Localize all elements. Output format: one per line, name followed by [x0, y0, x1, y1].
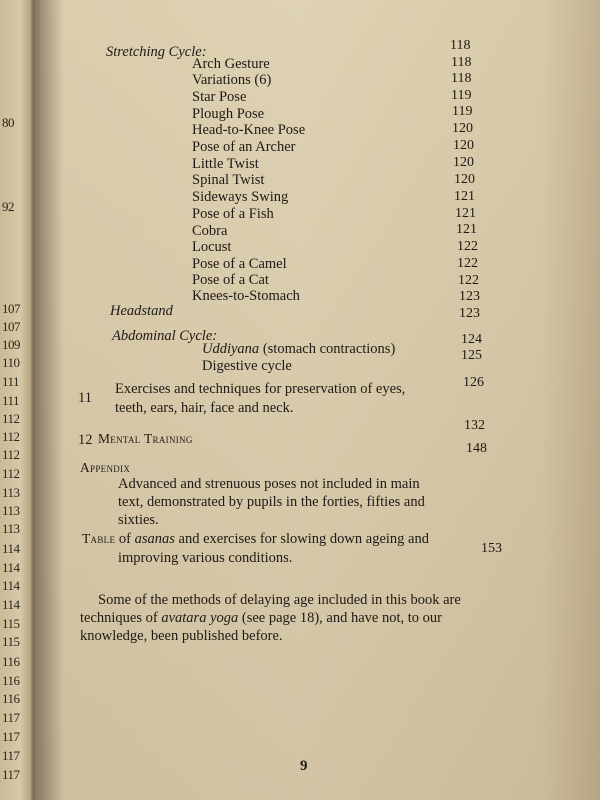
left-page-number: 114	[2, 578, 20, 593]
note-line3: knowledge, been published before.	[80, 628, 283, 644]
appendix-title: Appendix	[80, 460, 131, 475]
page-ref: 118	[450, 38, 471, 53]
page-ref: 125	[461, 348, 482, 363]
page-ref: 121	[456, 222, 477, 237]
page-ref: 123	[459, 306, 480, 321]
toc-entry: Head-to-Knee Pose	[192, 122, 306, 138]
page-ref: 153	[481, 541, 502, 556]
toc-entry: Spinal Twist	[192, 172, 265, 188]
page-ref: 124	[461, 332, 482, 347]
appendix-description-line3: sixties.	[118, 512, 159, 528]
chapter-number: 12	[78, 432, 93, 448]
note-text: techniques of	[80, 610, 162, 626]
toc-entry: Star Pose	[192, 89, 247, 105]
left-page-number: 117	[2, 767, 20, 782]
left-page-number: 80	[2, 115, 14, 130]
page-ref: 122	[458, 273, 479, 288]
toc-entry: Pose of a Cat	[192, 272, 269, 288]
table-word: Table	[82, 531, 116, 546]
left-page-number: 117	[2, 748, 20, 763]
note-line2	[80, 610, 442, 627]
left-page-number: 113	[2, 485, 20, 500]
chapter-11-title-line1: Exercises and techniques for preservation of eyes,	[115, 381, 406, 397]
page-ref: 120	[453, 138, 474, 153]
toc-entry: Cobra	[192, 223, 228, 239]
page-ref: 119	[451, 88, 472, 103]
left-page-number: 92	[2, 199, 14, 214]
left-page-number: 112	[2, 466, 20, 481]
toc-entry: Pose of an Archer	[192, 139, 296, 155]
toc-entry: Arch Gesture	[192, 56, 270, 72]
stretching-cycle-heading: Stretching Cycle:	[106, 44, 207, 60]
page-ref: 118	[451, 55, 472, 70]
page-ref: 120	[453, 155, 474, 170]
uddiyana-term: Uddiyana	[202, 341, 260, 357]
uddiyana-description: (stomach contractions)	[259, 341, 396, 357]
avatara-yoga-term: avatara yoga	[161, 610, 239, 626]
page-ref: 121	[455, 206, 476, 221]
left-page-number: 111	[2, 393, 20, 408]
toc-entry: Knees-to-Stomach	[192, 288, 300, 304]
note-line1: Some of the methods of delaying age included in this book are	[98, 592, 461, 608]
page-ref: 120	[454, 172, 475, 187]
headstand-entry: Headstand	[110, 303, 173, 319]
abdominal-cycle-heading: Abdominal Cycle:	[112, 328, 218, 344]
toc-entry: Variations (6)	[192, 72, 272, 88]
left-page-number: 109	[2, 337, 20, 352]
toc-entry: Locust	[192, 239, 232, 255]
page-ref: 126	[463, 375, 484, 390]
table-of-word: of	[115, 531, 135, 547]
page-ref: 121	[454, 189, 475, 204]
toc-entry: Pose of a Camel	[192, 256, 287, 272]
chapter-12-title: Mental Training	[98, 431, 193, 446]
footer-page-number: 9	[300, 758, 308, 774]
left-page-number: 112	[2, 429, 20, 444]
asanas-term: asanas	[134, 531, 175, 547]
left-page-number: 110	[2, 355, 20, 370]
left-page-number: 113	[2, 503, 20, 518]
left-page-number: 114	[2, 560, 20, 575]
page-ref: 119	[452, 104, 473, 119]
left-page-number: 114	[2, 541, 20, 556]
page-ref: 132	[464, 418, 485, 433]
left-page-number: 111	[2, 374, 20, 389]
page-ref: 122	[457, 256, 478, 271]
left-page-number: 115	[2, 616, 20, 631]
appendix-description-line2: text, demonstrated by pupils in the forties, fifties and	[118, 494, 425, 510]
left-page-number: 115	[2, 634, 20, 649]
toc-entry: Digestive cycle	[202, 358, 292, 374]
page-ref: 122	[457, 239, 478, 254]
left-page-number: 117	[2, 729, 20, 744]
left-page-edge	[0, 0, 34, 800]
table-of-asanas-line1	[82, 531, 429, 548]
table-of-asanas-line2: improving various conditions.	[118, 550, 293, 566]
page-ref: 123	[459, 289, 480, 304]
left-page-number: 112	[2, 411, 20, 426]
toc-entry	[202, 341, 395, 358]
page-ref: 120	[452, 121, 473, 136]
toc-entry: Plough Pose	[192, 106, 265, 122]
note-text: (see page 18), and have not, to our	[238, 610, 443, 626]
left-page-number: 114	[2, 597, 20, 612]
chapter-11-title-line2: teeth, ears, hair, face and neck.	[115, 400, 294, 416]
page-ref: 118	[451, 71, 472, 86]
left-page-number: 117	[2, 710, 20, 725]
left-page-number: 116	[2, 673, 20, 688]
left-page-number: 113	[2, 521, 20, 536]
left-page-number: 116	[2, 654, 20, 669]
page-ref: 148	[466, 441, 487, 456]
chapter-number: 11	[78, 390, 92, 406]
table-description: and exercises for slowing down ageing and	[174, 531, 429, 547]
toc-entry: Sideways Swing	[192, 189, 289, 205]
left-page-number: 116	[2, 691, 20, 706]
left-page-number: 107	[2, 319, 20, 334]
toc-entry: Little Twist	[192, 156, 259, 172]
left-page-number: 112	[2, 447, 20, 462]
appendix-description-line1: Advanced and strenuous poses not included in main	[118, 476, 420, 492]
toc-entry: Pose of a Fish	[192, 206, 274, 222]
left-page-number: 107	[2, 301, 20, 316]
contents-page	[40, 0, 600, 800]
